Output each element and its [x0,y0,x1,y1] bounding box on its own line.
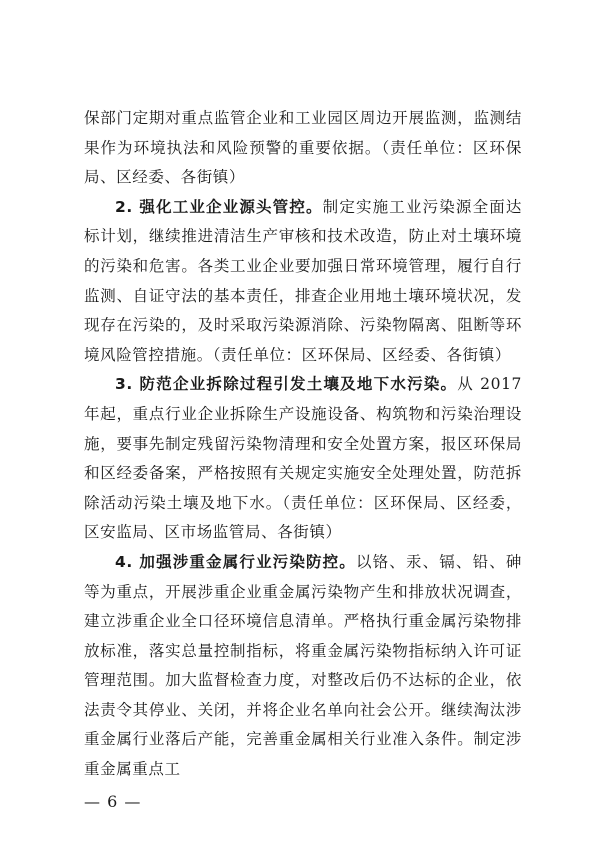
paragraph-text: 从 2017 年起，重点行业企业拆除生产设施设备、构筑物和污染治理设施，要事先制定残留污染物清理和安全处置方案，报区环保局和区经委备案，严格按照有关规定实施安全处理处置，防范拆除活动污染土壤及地下水。（责任单位：区环保局、区经委，区安监局、区市场监管局、各街镇） [84,375,522,542]
paragraph-text: 以铬、汞、镉、铅、砷等为重点，开展涉重企业重金属污染物产生和排放状况调查，建立涉重企业全口径环境信息清单。严格执行重金属污染物排放标准，落实总量控制指标，将重金属污染物指标纳入许可证管理范围。加大监督检查力度，对整改后仍不达标的企业，依法责令其停业、关闭，并将企业名单向社会公开。继续淘汰涉重金属行业落后产能，完善重金属相关行业准入条件。制定涉重金属重点工 [84,552,522,779]
paragraph-continuation [84,104,522,193]
paragraph-text: 保部门定期对重点监管企业和工业园区周边开展监测，监测结果作为环境执法和风险预警的重要依据。（责任单位：区环保局、区经委、各街镇） [84,109,522,187]
page-number: — 6 — [84,792,142,811]
paragraph-item-2 [84,193,522,371]
paragraph-item-3 [84,370,522,548]
document-body [84,104,522,785]
item-heading: 4. 加强涉重金属行业污染防控。 [115,552,356,571]
paragraph-text: 制定实施工业污染源全面达标计划，继续推进清洁生产审核和技术改造，防止对土壤环境的污染和危害。各类工业企业要加强日常环境管理，履行自行监测、自证守法的基本责任，排查企业用地土壤环境状况，发现存在污染的，及时采取污染源消除、污染物隔离、阻断等环境风险管控措施。（责任单位：区环保局、区经委、各街镇） [84,197,522,364]
item-heading: 3. 防范企业拆除过程引发土壤及地下水污染。 [115,375,458,394]
paragraph-item-4 [84,548,522,785]
item-heading: 2. 强化工业企业源头管控。 [115,197,323,216]
